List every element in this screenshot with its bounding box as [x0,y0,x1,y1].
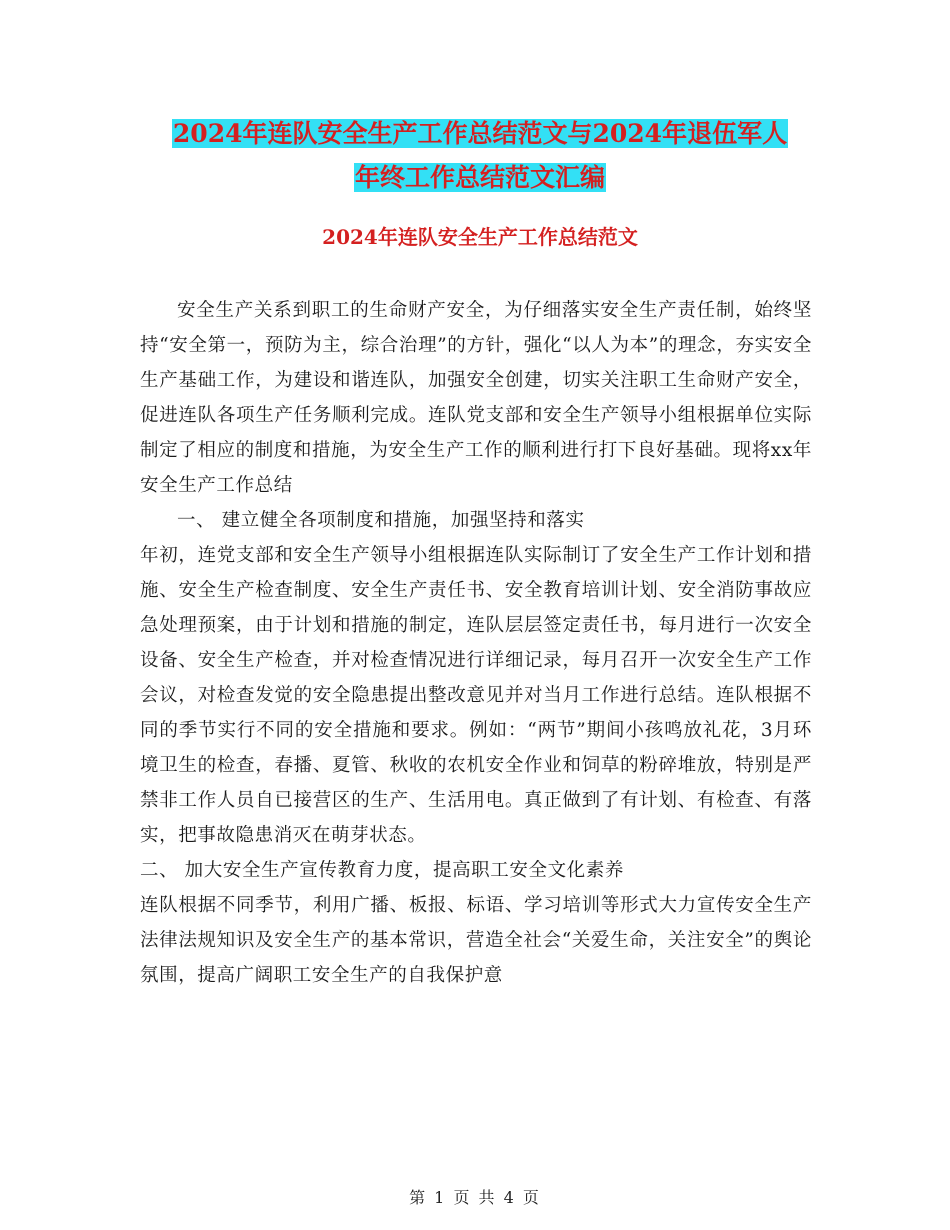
document-body [140,293,812,993]
document-title-line2: 年终工作总结范文汇编 [354,163,605,192]
paragraph-intro: 安全生产关系到职工的生命财产安全，为仔细落实安全生产责任制，始终坚持“安全第一，预防为主，综合治理”的方针，强化“以人为本”的理念，夯实安全生产基础工作，为建设和谐连队，加强安全创建，切实关注职工生命财产安全，促进连队各项生产任务顺利完成。连队党支部和安全生产领导小组根据单位实际制定了相应的制度和措施，为安全生产工作的顺利进行打下良好基础。现将xx年安全生产工作总结 [140,300,812,496]
heading-one: 一、 建立健全各项制度和措施，加强坚持和落实 [177,510,585,531]
document-title-line1: 2024年连队安全生产工作总结范文与2024年退伍军人 [172,119,788,148]
page-footer: 第 1 页 共 4 页 [409,1188,541,1207]
paragraph-one: 年初，连党支部和安全生产领导小组根据连队实际制订了安全生产工作计划和措施、安全生产检查制度、安全生产责任书、安全教育培训计划、安全消防事故应急处理预案，由于计划和措施的制定，连队层层签定责任书，每月进行一次安全设备、安全生产检查，并对检查情况进行详细记录，每月召开一次安全生产工作会议，对检查发觉的安全隐患提出整改意见并对当月工作进行总结。连队根据不同的季节实行不同的安全措施和要求。例如：“两节”期间小孩鸣放礼花，3月环境卫生的检查，春播、夏管、秋收的农机安全作业和饲草的粉碎堆放，特别是严禁非工作人员自已接营区的生产、生活用电。真正做到了有计划、有检查、有落实，把事故隐患消灭在萌芽状态。 [140,545,812,846]
heading-two: 二、 加大安全生产宣传教育力度，提高职工安全文化素养 [140,860,624,881]
section-title: 2024年连队安全生产工作总结范文 [322,225,638,249]
paragraph-two: 连队根据不同季节，利用广播、板报、标语、学习培训等形式大力宣传安全生产法律法规知识及安全生产的基本常识，营造全社会“关爱生命，关注安全”的舆论氛围，提高广阔职工安全生产的自我保护意 [140,895,812,986]
document-title [140,112,820,200]
